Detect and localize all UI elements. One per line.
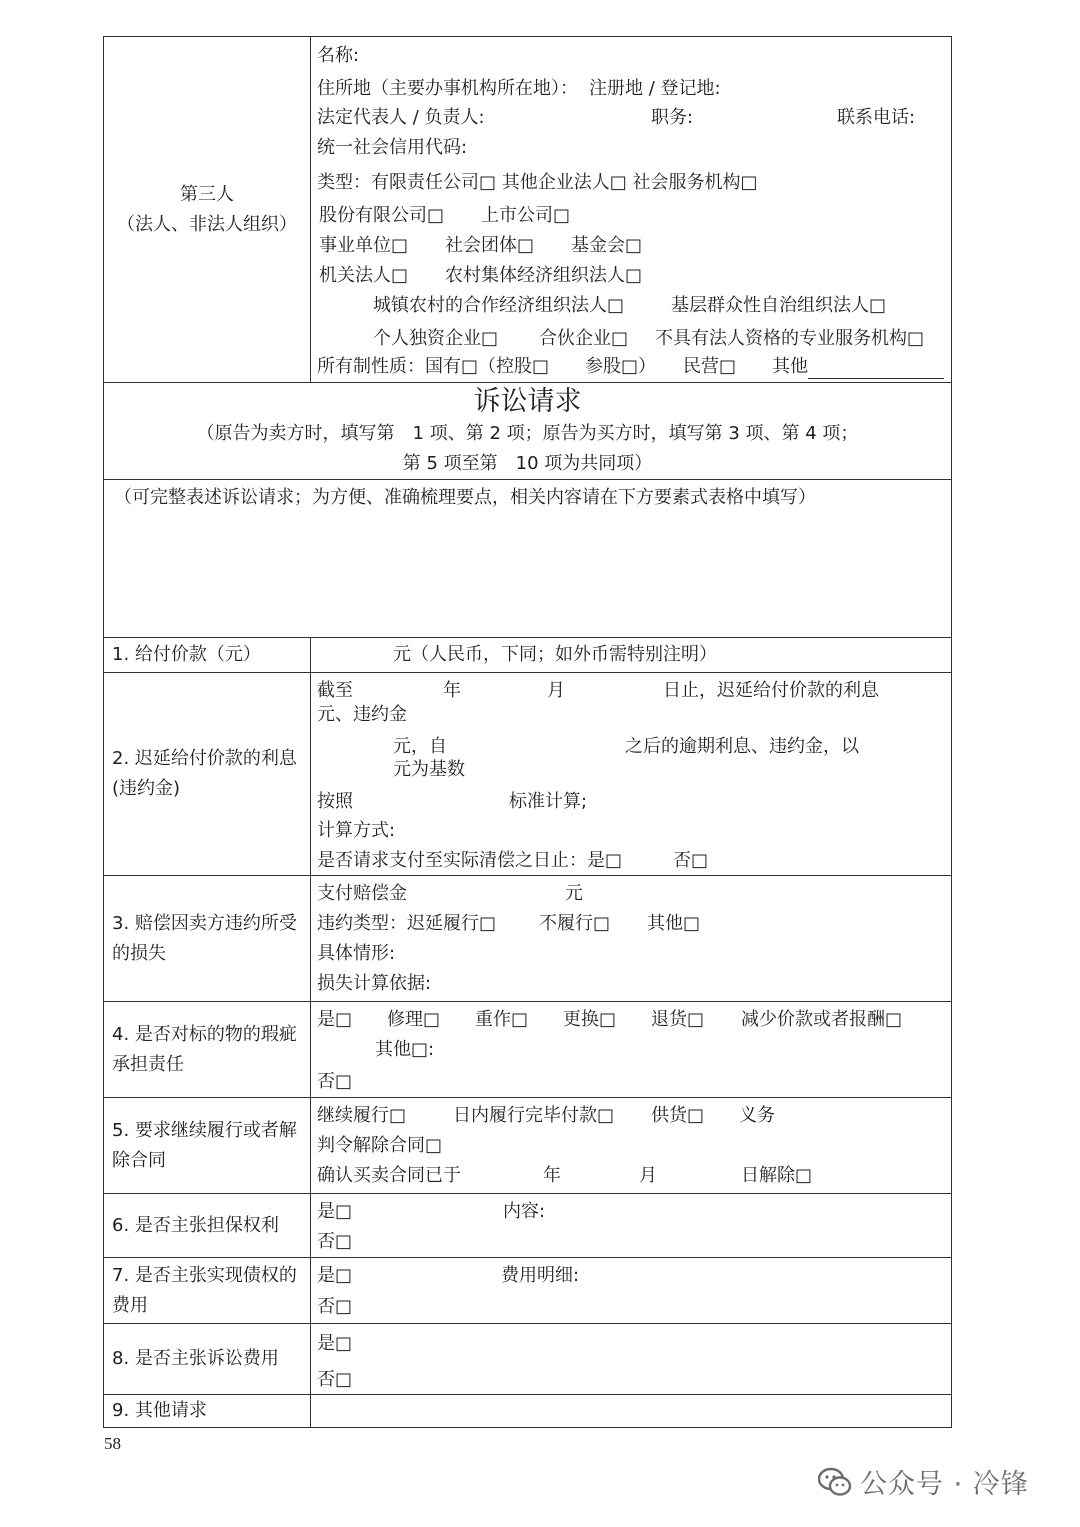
item2-until-paid-yes: 是否请求支付至实际清偿之日止：是□ — [317, 850, 623, 871]
item4-return: 退货□ — [651, 1009, 705, 1030]
claims-header-cell — [104, 383, 952, 480]
third-party-row — [104, 37, 952, 383]
item5-duty: 义务 — [739, 1105, 775, 1126]
item6-yes: 是□ — [317, 1201, 353, 1222]
reg-place-field: 注册地 / 登记地: — [589, 78, 721, 99]
item8-value-cell — [311, 1324, 952, 1395]
ownership-other-blank — [808, 360, 944, 379]
type-sole-proprietor: 个人独资企业□ — [373, 328, 499, 349]
item6-row — [104, 1194, 952, 1258]
item4-no: 否□ — [317, 1071, 353, 1092]
type-line-1: 类型：有限责任公司□ 其他企业法人□ 社会服务机构□ — [317, 172, 758, 193]
type-social-org: 社会团体□ — [445, 235, 535, 256]
name-field: 名称: — [317, 45, 360, 66]
item2-after-overdue: 之后的逾期利息、违约金，以 — [625, 736, 859, 757]
third-party-label-cell — [104, 37, 311, 383]
item5-confirm: 确认买卖合同已于 — [317, 1165, 461, 1186]
item7-label: 7. 是否主张实现债权的 — [112, 1264, 297, 1286]
position-field: 职务: — [651, 107, 694, 128]
type-organ: 机关法人□ — [319, 265, 409, 286]
type-grassroots: 基层群众性自治组织法人□ — [671, 295, 887, 316]
item9-row — [104, 1395, 952, 1428]
item1-label: 1. 给付价款（元） — [104, 638, 311, 673]
item3-label: 3. 赔偿因卖方违约所受 — [112, 912, 297, 934]
claims-subtitle-1: （原告为卖方时，填写第 1 项、第 2 项；原告为买方时，填写第 3 项、第 4 项； — [196, 423, 859, 444]
claims-header-row — [104, 383, 952, 480]
item4-replace: 更换□ — [563, 1009, 617, 1030]
watermark — [818, 1462, 1029, 1501]
item2-label-sub: (违约金) — [112, 778, 181, 799]
item5-row — [104, 1098, 952, 1194]
item2-penalty-unit: 元、违约金 — [317, 704, 407, 725]
item5-year: 年 — [543, 1165, 561, 1186]
type-cooperative: 城镇农村的合作经济组织法人□ — [373, 295, 625, 316]
item1-value-cell — [311, 638, 952, 673]
item1-value-text: 元（人民币，下同；如外币需特别注明） — [393, 644, 717, 665]
item4-label: 4. 是否对标的物的瑕疵 — [112, 1023, 297, 1045]
item2-according: 按照 — [317, 791, 353, 812]
item5-label: 5. 要求继续履行或者解 — [112, 1119, 297, 1141]
item4-label-cell — [104, 1002, 311, 1098]
third-party-label: 第三人 — [180, 183, 234, 205]
claims-subtitle-2: 第 5 项至第 10 项为共同项） — [402, 453, 653, 474]
claims-free-text-hint: （可完整表述诉讼请求；为方便、准确梳理要点，相关内容请在下方要素式表格中填写） — [114, 487, 816, 508]
item5-value-cell — [311, 1098, 952, 1194]
type-partnership: 合伙企业□ — [539, 328, 629, 349]
type-rural-collective: 农村集体经济组织法人□ — [445, 265, 643, 286]
item5-pay-within: 日内履行完毕付款□ — [453, 1105, 615, 1126]
item2-year: 年 — [443, 680, 461, 701]
item6-content: 内容: — [503, 1201, 546, 1222]
third-party-label-sub: （法人、非法人组织） — [117, 213, 297, 235]
item2-label: 2. 迟延给付价款的利息 — [112, 748, 297, 769]
item3-breach-nonperformance: 不履行□ — [539, 913, 611, 934]
address-field: 住所地（主要办事机构所在地）： — [317, 78, 578, 99]
third-party-value-cell — [311, 37, 952, 383]
type-shares: 股份有限公司□ — [319, 205, 445, 226]
item3-value-cell — [311, 876, 952, 1002]
claims-title: 诉讼请求 — [473, 386, 582, 417]
type-public-institution: 事业单位□ — [319, 235, 409, 256]
item5-supply: 供货□ — [651, 1105, 705, 1126]
item3-breach-delay: 违约类型：迟延履行□ — [317, 913, 497, 934]
item7-no: 否□ — [317, 1296, 353, 1317]
item4-other: 其他□: — [375, 1039, 435, 1060]
item9-label: 9. 其他请求 — [104, 1395, 311, 1428]
complaint-form-table — [103, 36, 952, 1428]
item2-base-unit: 元为基数 — [393, 759, 465, 780]
item5-month: 月 — [639, 1165, 657, 1186]
item7-yes: 是□ — [317, 1265, 353, 1286]
item5-label-cell — [104, 1098, 311, 1194]
item3-label-cell — [104, 876, 311, 1002]
credit-code-field: 统一社会信用代码: — [317, 137, 468, 158]
claims-free-text-row — [104, 480, 952, 638]
item2-value-cell — [311, 673, 952, 876]
item2-standard: 标准计算; — [509, 791, 588, 812]
item4-row — [104, 1002, 952, 1098]
item3-basis: 损失计算依据: — [317, 973, 432, 994]
item2-method: 计算方式: — [317, 820, 396, 841]
item4-redo: 重作□ — [475, 1009, 529, 1030]
item4-yes: 是□ — [317, 1009, 353, 1030]
ownership-text: 所有制性质：国有□（控股□ 参股□） 民营□ 其他 — [317, 356, 809, 377]
item7-label-cell — [104, 1258, 311, 1324]
item3-row — [104, 876, 952, 1002]
item2-label-cell — [104, 673, 311, 876]
type-foundation: 基金会□ — [571, 235, 643, 256]
item6-value-cell — [311, 1194, 952, 1258]
item3-details: 具体情形: — [317, 943, 396, 964]
item3-label-sub: 的损失 — [112, 942, 166, 964]
item8-yes: 是□ — [317, 1333, 353, 1354]
item5-continue: 继续履行□ — [317, 1105, 407, 1126]
item5-label-sub: 除合同 — [112, 1149, 166, 1171]
item8-label: 8. 是否主张诉讼费用 — [104, 1324, 311, 1395]
item6-label: 6. 是否主张担保权利 — [104, 1194, 311, 1258]
item4-repair: 修理□ — [387, 1009, 441, 1030]
item6-no: 否□ — [317, 1231, 353, 1252]
item3-breach-other: 其他□ — [647, 913, 701, 934]
item2-month: 月 — [547, 680, 565, 701]
item7-value-cell — [311, 1258, 952, 1324]
item3-compensation: 支付赔偿金 — [317, 883, 407, 904]
item1-row — [104, 638, 952, 673]
item4-reduce-price: 减少价款或者报酬□ — [741, 1009, 903, 1030]
item9-value-cell — [311, 1395, 952, 1428]
type-non-legal-entity: 不具有法人资格的专业服务机构□ — [655, 328, 925, 349]
item2-yuan-from: 元，自 — [393, 736, 447, 757]
item4-value-cell — [311, 1002, 952, 1098]
item5-day-terminated: 日解除□ — [741, 1165, 813, 1186]
page-number: 58 — [104, 1434, 121, 1453]
item7-label-sub: 费用 — [112, 1294, 148, 1316]
phone-field: 联系电话: — [837, 107, 916, 128]
watermark-text: 公众号 · 冷锋 — [860, 1469, 1029, 1500]
item2-day-interest: 日止，迟延给付价款的利息 — [663, 680, 879, 701]
item8-row — [104, 1324, 952, 1395]
legal-rep-field: 法定代表人 / 负责人: — [317, 107, 485, 128]
item3-yuan: 元 — [565, 883, 583, 904]
item5-terminate: 判令解除合同□ — [317, 1135, 443, 1156]
item8-no: 否□ — [317, 1369, 353, 1390]
ownership-line — [317, 355, 944, 379]
item4-label-sub: 承担责任 — [112, 1053, 184, 1075]
wechat-icon — [818, 1467, 852, 1497]
type-listed: 上市公司□ — [481, 205, 571, 226]
item7-row — [104, 1258, 952, 1324]
item2-row — [104, 673, 952, 876]
item7-fee-detail: 费用明细: — [501, 1265, 580, 1286]
item2-as-of: 截至 — [317, 680, 353, 701]
item2-until-paid-no: 否□ — [673, 850, 709, 871]
claims-free-text-cell — [104, 480, 952, 638]
